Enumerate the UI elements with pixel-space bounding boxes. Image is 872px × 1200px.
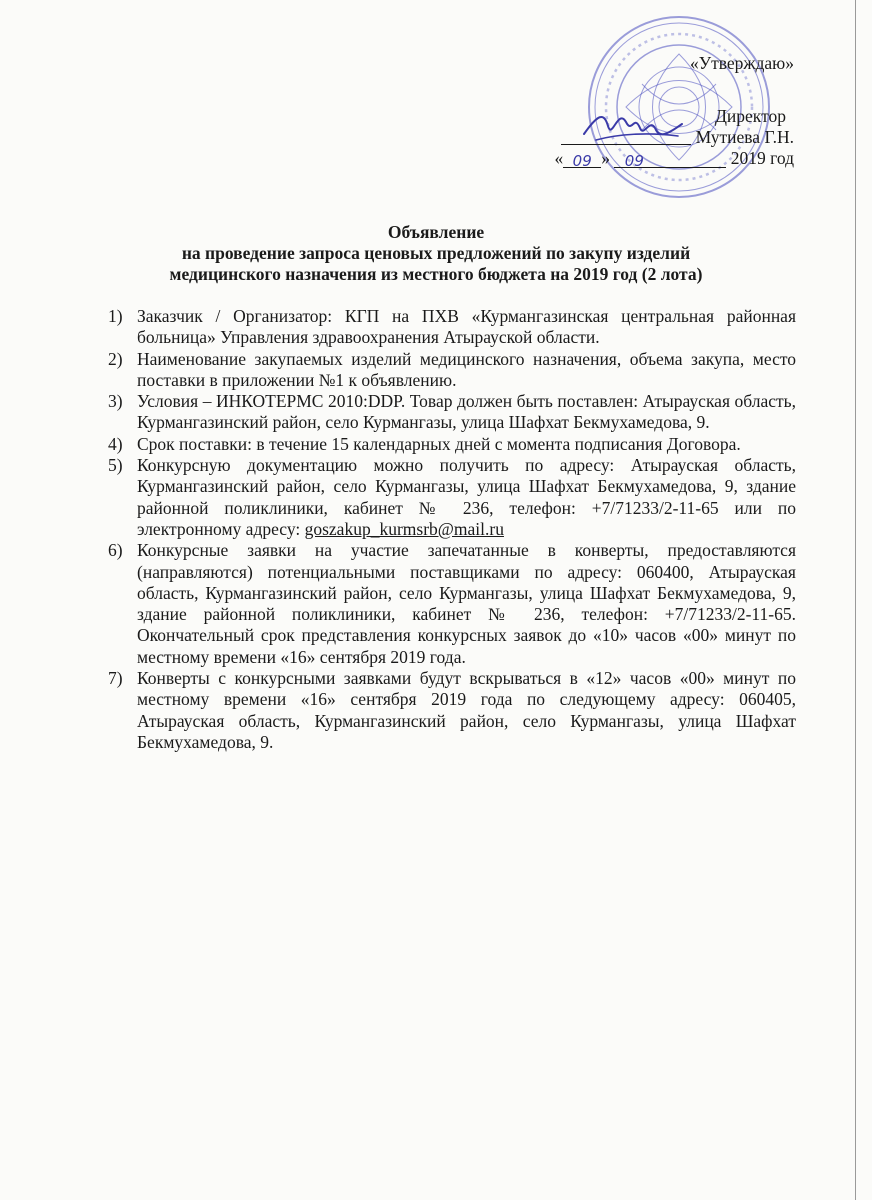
list-item [108,668,796,753]
heading-subtitle-line-2: медицинского назначения из местного бюджета на 2019 год (2 лота) [169,264,703,284]
director-signature-line [561,126,794,148]
document-heading [0,222,872,285]
date-month-field [614,149,726,168]
item-text: Конкурсную документацию можно получить по адресу: Атырауская область, Курмангазинский район, село Курмангазы, улица Шафхат Бекмухамедова, 9, здание районной поликлиники, кабинет № 236, телефон: +7/71233/2-11-65 или по электронному адресу: [137,455,796,539]
date-day-field [563,149,601,168]
list-item [108,434,796,455]
list-item [108,455,796,540]
director-title: Директор [714,106,786,126]
item-text: Конкурсные заявки на участие запечатанные в конверты, предоставляются (направляются) потенциальными поставщиками по адресу: 060400, Атырауская область, Курмангазинский район, село Курмангазы, улица Шафхат Бекмухамедова, 9, здание районной поликлиники, кабинет № 236, телефон: +7/71233/2-11-65. Окончательный срок представления конкурсных заявок до «10» часов «00» минут по местному времени «16» сентября 2019 года. [137,540,796,667]
item-text: Условия – ИНКОТЕРМС 2010:DDP. Товар должен быть поставлен: Атырауская область, Курмангазинский район, село Курмангазы, улица Шафхат Бекмухамедова, 9. [137,391,796,433]
signature-underline [561,126,691,145]
approval-date [554,147,794,169]
list-item [108,306,796,349]
item-text: Заказчик / Организатор: КГП на ПХВ «Курмангазинская центральная районная больница» Управления здравоохранения Атырауской области. [137,306,796,348]
date-year: 2019 год [730,148,794,168]
date-month: 09 [624,152,644,170]
date-close-quote: » [601,148,610,168]
date-open-quote: « [554,148,564,168]
item-number: 4) [108,433,123,454]
date-day: 09 [572,152,592,170]
item-number: 7) [108,668,123,689]
item-text: Наименование закупаемых изделий медицинского назначения, объема закупа, место поставки в приложении №1 к объявлению. [137,348,796,390]
item-number: 2) [108,348,123,369]
director-name: Мутиева Г.Н. [695,127,794,147]
list-item [108,540,796,668]
approval-label: «Утверждаю» [689,53,794,73]
announcement-items [108,306,796,753]
list-item [108,391,796,434]
item-text: Конверты с конкурсными заявками будут вскрываться в «12» часов «00» минут по местному времени «16» сентября 2019 года по следующему адресу: 060405, Атырауская область, Курмангазинский район, село Курмангазы, улица Шафхат Бекмухамедова, 9. [137,668,796,752]
item-number: 3) [108,391,123,412]
email-link[interactable]: goszakup_kurmsrb@mail.ru [304,518,504,539]
list-item [108,349,796,392]
item-text: Срок поставки: в течение 15 календарных дней с момента подписания Договора. [137,433,741,454]
scan-edge-line [855,0,856,1200]
item-number: 6) [108,540,123,561]
item-number: 1) [108,306,123,326]
item-number: 5) [108,455,123,476]
heading-subtitle-line-1: на проведение запроса ценовых предложений по закупу изделий [181,243,691,263]
heading-title: Объявление [387,222,485,242]
